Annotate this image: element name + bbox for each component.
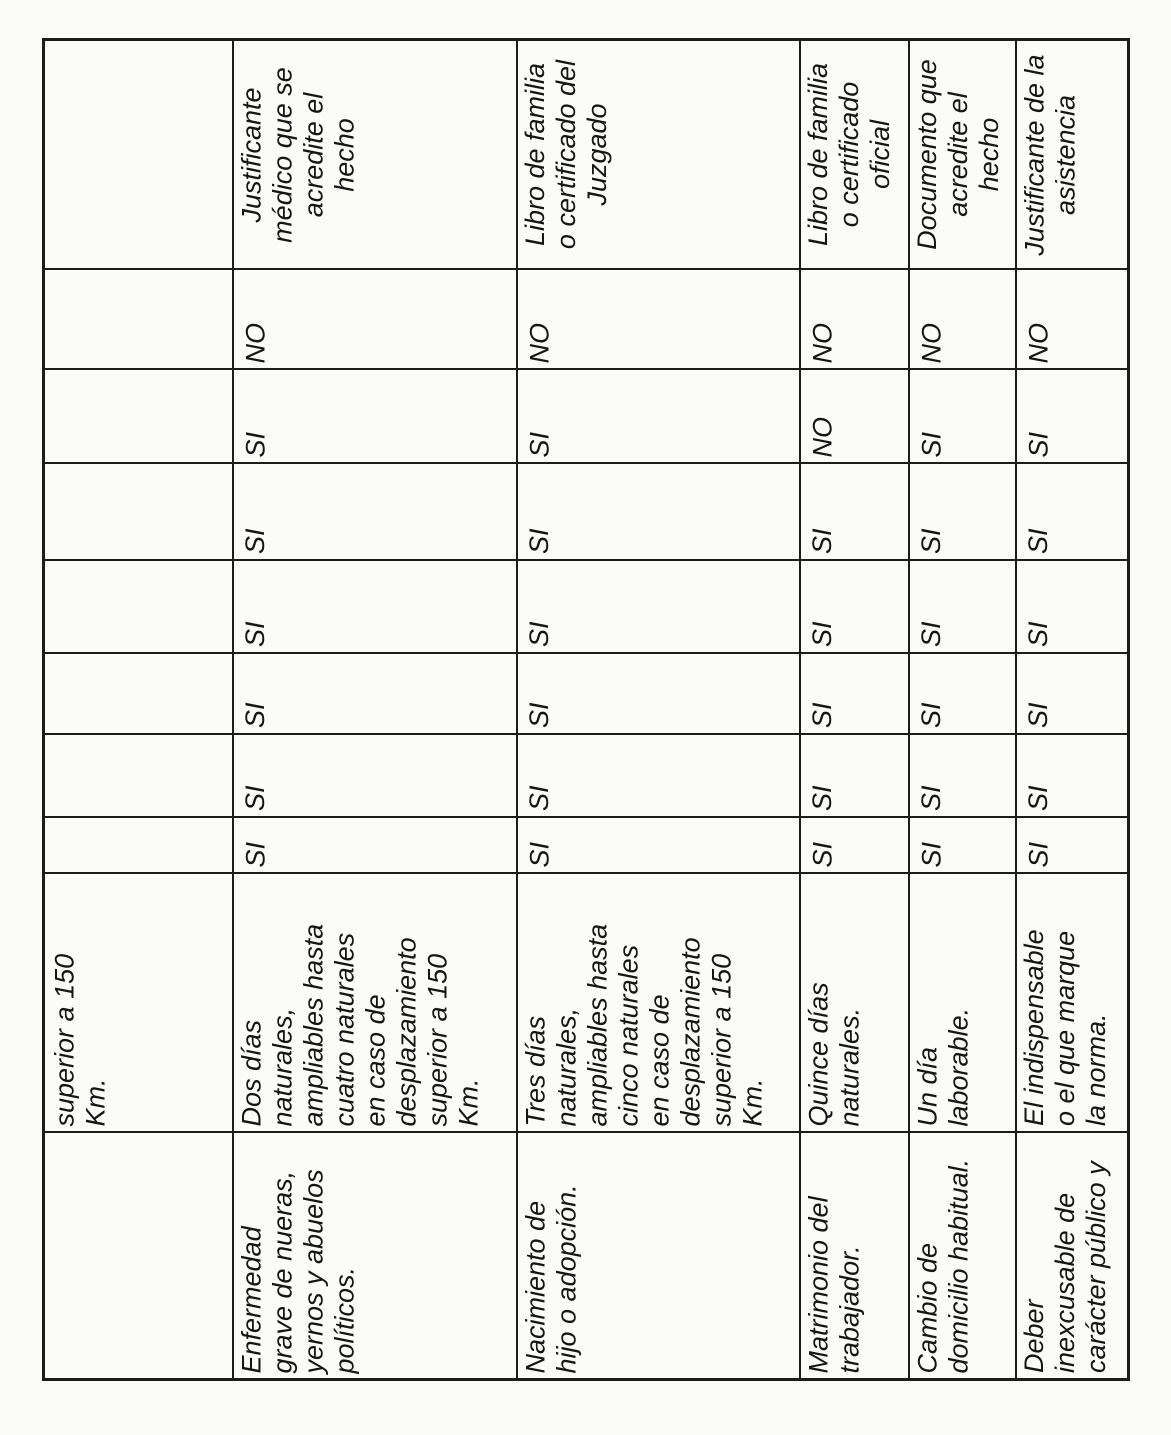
flag-value-cell	[234, 818, 516, 872]
flag-value-cell	[234, 370, 516, 462]
flag-value: SI	[1023, 528, 1053, 554]
flag-value: SI	[1023, 431, 1053, 457]
cause-text-cell	[518, 1133, 799, 1378]
document-text: Documento que acredite el hecho	[912, 59, 1004, 250]
table-border-bottom	[42, 1378, 1130, 1381]
flag-value: SI	[916, 785, 946, 811]
flag-value: SI	[524, 431, 554, 457]
flag-value-cell	[801, 735, 908, 816]
document-text: Justificante médico que se acredite el hecho	[236, 66, 359, 243]
flag-value-cell	[1017, 818, 1127, 872]
document-text-cell	[910, 41, 1015, 268]
flag-value: SI	[916, 702, 946, 728]
flag-value-cell	[518, 561, 799, 652]
flag-value-cell	[910, 654, 1015, 733]
document-text: Libro de familia o certificado oficial	[803, 62, 895, 247]
flag-value-cell	[518, 464, 799, 559]
flag-value: SI	[1023, 785, 1053, 811]
flag-value: NO	[807, 416, 837, 457]
flag-value: SI	[240, 841, 270, 867]
document-text: Libro de familia o certificado del Juzgado	[520, 59, 612, 250]
flag-value-cell	[910, 735, 1015, 816]
flag-value-cell	[801, 464, 908, 559]
flag-value: SI	[240, 702, 270, 728]
flag-value: SI	[524, 841, 554, 867]
cause-text-cell	[801, 1133, 908, 1378]
flag-value-cell	[1017, 561, 1127, 652]
flag-value: NO	[916, 322, 946, 363]
cause-text: Matrimonio del trabajador.	[803, 1195, 864, 1373]
flag-value-cell	[1017, 464, 1127, 559]
document-text-cell	[234, 41, 516, 268]
flag-value-cell	[801, 270, 908, 368]
flag-value: SI	[240, 431, 270, 457]
cause-text-cell	[234, 1133, 516, 1378]
cause-text-cell	[910, 1133, 1015, 1378]
flag-value-cell	[1017, 735, 1127, 816]
duration-text: El indispensable o el que marque la norma.	[1019, 929, 1111, 1126]
cause-text: Enfermedad grave de nueras, yernos y abuelos políticos.	[236, 1168, 359, 1373]
duration-text-cell	[910, 874, 1015, 1131]
flag-value: SI	[807, 841, 837, 867]
flag-value-cell	[518, 654, 799, 733]
cause-text: Nacimiento de hijo o adopción.	[520, 1183, 581, 1373]
duration-text: Dos días naturales, ampliables hasta cuatro naturales en caso de desplazamiento superior a 150 Km.	[236, 923, 483, 1126]
flag-value-cell	[910, 370, 1015, 462]
flag-value-cell	[801, 370, 908, 462]
flag-value-cell	[518, 735, 799, 816]
flag-value: SI	[1023, 702, 1053, 728]
duration-text-cell	[801, 874, 908, 1131]
continued-duration-text-cell	[45, 874, 232, 1131]
flag-value: SI	[524, 528, 554, 554]
flag-value-cell	[234, 654, 516, 733]
document-text-cell	[801, 41, 908, 268]
flag-value: SI	[524, 785, 554, 811]
flag-value: SI	[1023, 621, 1053, 647]
flag-value-cell	[234, 561, 516, 652]
flag-value: SI	[916, 528, 946, 554]
flag-value: SI	[240, 785, 270, 811]
duration-text: Un día laborable.	[912, 1007, 973, 1126]
duration-text: Quince días naturales.	[803, 981, 864, 1126]
cause-text-cell	[1017, 1133, 1127, 1378]
duration-text-cell	[234, 874, 516, 1131]
table-border-left	[42, 38, 45, 1380]
continued-duration-text: superior a 150 Km.	[49, 953, 110, 1126]
flag-value: NO	[240, 322, 270, 363]
document-text: Justificante de la asistencia	[1019, 53, 1080, 256]
cause-text: Cambio de domicilio habitual.	[912, 1158, 973, 1373]
flag-value-cell	[910, 561, 1015, 652]
flag-value: SI	[916, 431, 946, 457]
flag-value-cell	[518, 818, 799, 872]
flag-value-cell	[234, 735, 516, 816]
flag-value: SI	[524, 702, 554, 728]
flag-value-cell	[910, 270, 1015, 368]
flag-value-cell	[801, 561, 908, 652]
flag-value-cell	[1017, 370, 1127, 462]
flag-value-cell	[910, 818, 1015, 872]
flag-value: SI	[807, 702, 837, 728]
flag-value-cell	[518, 370, 799, 462]
flag-value-cell	[801, 654, 908, 733]
cause-text: Deber inexcusable de carácter público y	[1019, 1161, 1111, 1373]
flag-value-cell	[1017, 270, 1127, 368]
flag-value: SI	[807, 621, 837, 647]
flag-value: SI	[1023, 841, 1053, 867]
document-text-cell	[1017, 41, 1127, 268]
flag-value-cell	[1017, 654, 1127, 733]
flag-value-cell	[234, 464, 516, 559]
duration-text-cell	[518, 874, 799, 1131]
flag-value: SI	[524, 621, 554, 647]
flag-value: SI	[916, 621, 946, 647]
flag-value: NO	[807, 322, 837, 363]
duration-text-cell	[1017, 874, 1127, 1131]
flag-value-cell	[910, 464, 1015, 559]
table-border-right	[1127, 38, 1130, 1380]
flag-value-cell	[801, 818, 908, 872]
flag-value: SI	[807, 528, 837, 554]
flag-value: SI	[240, 621, 270, 647]
flag-value-cell	[234, 270, 516, 368]
flag-value-cell	[518, 270, 799, 368]
flag-value: SI	[916, 841, 946, 867]
flag-value: SI	[240, 528, 270, 554]
flag-value: SI	[807, 785, 837, 811]
flag-value: NO	[1023, 322, 1053, 363]
duration-text: Tres días naturales, ampliables hasta cinco naturales en caso de desplazamiento superior a 150 Km.	[520, 923, 767, 1126]
flag-value: NO	[524, 322, 554, 363]
document-text-cell	[518, 41, 799, 268]
